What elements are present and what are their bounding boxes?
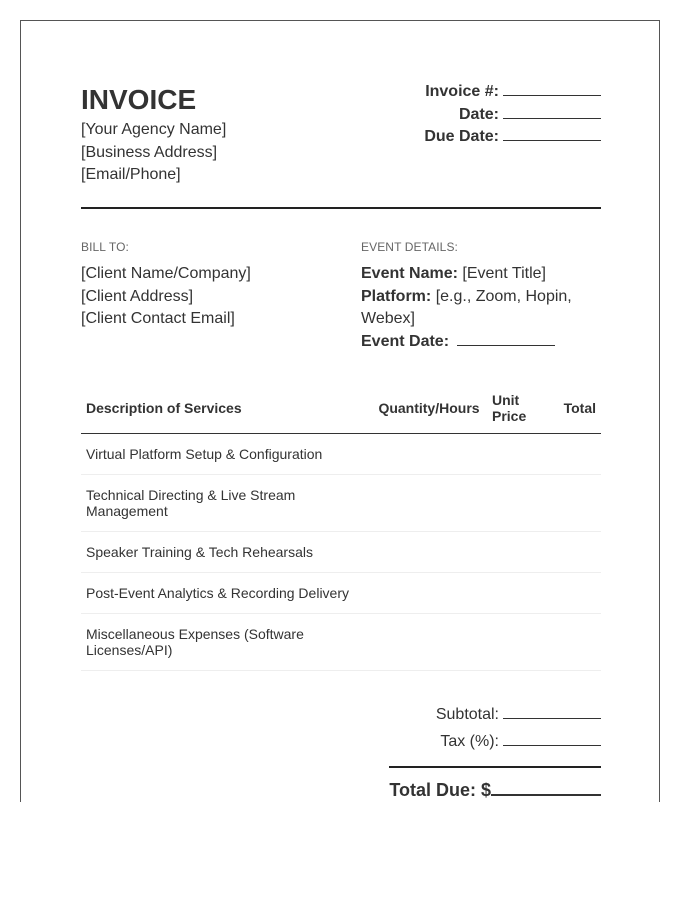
client-email: [Client Contact Email] bbox=[81, 310, 235, 327]
totals-block bbox=[341, 701, 601, 755]
header-unit-price: Unit Price bbox=[487, 383, 551, 434]
invoice-number-line bbox=[341, 81, 601, 104]
subtotal-field[interactable] bbox=[503, 717, 601, 719]
total-due-field[interactable] bbox=[491, 793, 601, 796]
tax-line bbox=[341, 728, 601, 755]
row-quantity[interactable] bbox=[371, 475, 487, 532]
invoice-title: INVOICE bbox=[81, 84, 197, 115]
row-unit-price[interactable] bbox=[487, 573, 551, 614]
event-name-value: [Event Title] bbox=[462, 265, 546, 282]
row-total[interactable] bbox=[551, 532, 601, 573]
table-row bbox=[81, 614, 601, 671]
header-divider bbox=[81, 207, 601, 209]
invoice-number-label: Invoice #: bbox=[425, 83, 499, 100]
header-quantity: Quantity/Hours bbox=[371, 383, 487, 434]
row-quantity[interactable] bbox=[371, 434, 487, 475]
row-unit-price[interactable] bbox=[487, 475, 551, 532]
agency-lines bbox=[81, 119, 341, 187]
platform-label: Platform: bbox=[361, 287, 432, 305]
table-row bbox=[81, 532, 601, 573]
table-row bbox=[81, 475, 601, 532]
row-quantity[interactable] bbox=[371, 532, 487, 573]
platform-line bbox=[361, 286, 601, 331]
total-due-label: Total Due: $ bbox=[389, 780, 491, 800]
event-details-label: EVENT DETAILS: bbox=[361, 240, 458, 254]
row-quantity[interactable] bbox=[371, 573, 487, 614]
row-unit-price[interactable] bbox=[487, 434, 551, 475]
subtotal-line bbox=[341, 701, 601, 728]
row-description: Miscellaneous Expenses (Software Licenses/API) bbox=[81, 614, 371, 671]
services-table bbox=[81, 383, 601, 671]
event-name-line bbox=[361, 263, 601, 286]
row-unit-price[interactable] bbox=[487, 532, 551, 573]
event-details-section bbox=[361, 240, 601, 353]
client-address: [Client Address] bbox=[81, 287, 194, 305]
invoice-date-field[interactable] bbox=[503, 117, 601, 119]
agency-block bbox=[81, 83, 341, 187]
invoice-page bbox=[20, 20, 660, 802]
agency-name: [Your Agency Name] bbox=[81, 121, 227, 138]
row-description: Virtual Platform Setup & Configuration bbox=[81, 434, 371, 475]
row-description: Technical Directing & Live Stream Management bbox=[81, 475, 371, 532]
table-row bbox=[81, 573, 601, 614]
bill-to-label: BILL TO: bbox=[81, 240, 129, 254]
invoice-content bbox=[81, 21, 601, 803]
bill-to-section bbox=[81, 240, 341, 331]
row-total[interactable] bbox=[551, 614, 601, 671]
event-date-line bbox=[361, 331, 601, 354]
row-description: Speaker Training & Tech Rehearsals bbox=[81, 532, 371, 573]
row-total[interactable] bbox=[551, 573, 601, 614]
totals-divider bbox=[389, 766, 601, 768]
client-name: [Client Name/Company] bbox=[81, 265, 251, 282]
agency-address: [Business Address] bbox=[81, 143, 218, 161]
row-unit-price[interactable] bbox=[487, 614, 551, 671]
tax-field[interactable] bbox=[503, 744, 601, 746]
invoice-meta bbox=[341, 81, 601, 149]
due-date-field[interactable] bbox=[503, 139, 601, 141]
total-due-line bbox=[341, 779, 601, 801]
row-quantity[interactable] bbox=[371, 614, 487, 671]
table-header-row bbox=[81, 383, 601, 434]
due-date-label: Due Date: bbox=[424, 128, 499, 145]
invoice-number-field[interactable] bbox=[503, 94, 601, 96]
row-total[interactable] bbox=[551, 475, 601, 532]
event-date-label: Event Date: bbox=[361, 332, 450, 350]
header-total: Total bbox=[551, 383, 601, 434]
subtotal-label: Subtotal: bbox=[435, 706, 499, 723]
agency-contact: [Email/Phone] bbox=[81, 166, 181, 183]
due-date-line bbox=[341, 126, 601, 149]
table-row bbox=[81, 434, 601, 475]
tax-label: Tax (%): bbox=[440, 733, 499, 750]
event-name-label: Event Name: bbox=[361, 265, 458, 282]
invoice-date-label: Date: bbox=[458, 105, 499, 123]
row-description: Post-Event Analytics & Recording Delivery bbox=[81, 573, 371, 614]
header-description: Description of Services bbox=[81, 383, 371, 434]
event-date-field[interactable] bbox=[457, 344, 555, 346]
invoice-date-line bbox=[341, 104, 601, 127]
platform-value: [e.g., Zoom, Hopin, Webex] bbox=[361, 287, 572, 327]
row-total[interactable] bbox=[551, 434, 601, 475]
